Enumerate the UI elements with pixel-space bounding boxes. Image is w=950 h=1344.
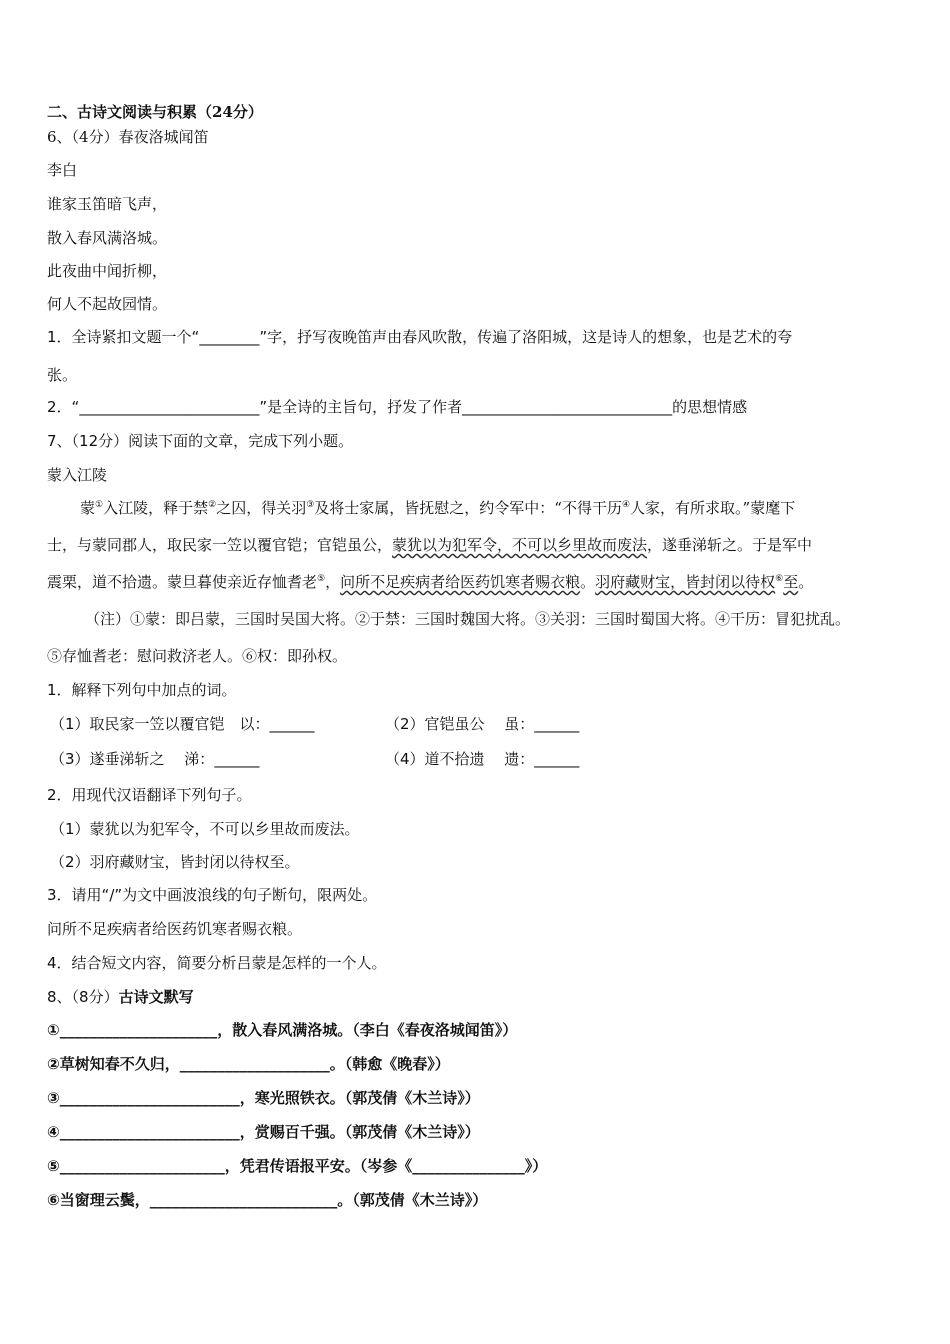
- q6-sub1-cont: 张。: [47, 366, 78, 384]
- passage-line-1: 蒙①入江陵，释于禁②之囚，得关羽③及将士家属，皆抚慰之，约令军中：“不得干历④人家，有所求取。”蒙麾下: [80, 499, 796, 517]
- q7-sub1-item: （2）官铠虽公 虽：______: [385, 715, 580, 733]
- passage-line-3: 震栗，道不拾遗。蒙旦暮使亲近存恤耆老⑤，问所不足疾病者给医药饥寒者赐衣粮。羽府藏财宝，皆封闭以待权⑥至。: [47, 573, 814, 591]
- q7-sub1-item: （4）道不拾遗 遗：______: [385, 750, 580, 768]
- dictation-item: ③________________________，寒光照铁衣。（郭茂倩《木兰诗》）: [47, 1089, 480, 1107]
- q7-sub2-item: （2）羽府藏财宝，皆封闭以待权至。: [50, 853, 300, 871]
- q7-sub4: 4．结合短文内容，简要分析吕蒙是怎样的一个人。: [47, 954, 387, 972]
- dictation-item: ⑥当窗理云鬓，_________________________。（郭茂倩《木兰诗》）: [47, 1191, 488, 1209]
- q6-heading: 6、（4分）春夜洛城闻笛: [47, 128, 209, 146]
- q8-heading: 8、（8分）古诗文默写: [47, 988, 194, 1006]
- poem-line: 谁家玉笛暗飞声，: [47, 195, 168, 213]
- poem-line: 散入春风满洛城。: [47, 229, 168, 247]
- section-title: 二、古诗文阅读与积累（24分）: [47, 103, 263, 121]
- q7-sub2: 2．用现代汉语翻译下列句子。: [47, 786, 252, 804]
- annotation-line-1: （注）①蒙：即吕蒙，三国时吴国大将。②于禁：三国时魏国大将。③关羽：三国时蜀国大将。④干历：冒犯扰乱。: [85, 610, 851, 628]
- dictation-item: ①_____________________，散入春风满洛城。（李白《春夜洛城闻笛》）: [47, 1021, 518, 1039]
- q7-sub2-item: （1）蒙犹以为犯军令，不可以乡里故而废法。: [50, 820, 360, 838]
- q7-sub3: 3．请用“/”为文中画波浪线的句子断句，限两处。: [47, 886, 378, 904]
- wavy-underlined-sentence: 问所不足疾病者给医药饥寒者赐衣粮: [340, 573, 581, 591]
- poem-line: 何人不起故园情。: [47, 295, 168, 313]
- q6-sub1: 1．全诗紧扣文题一个“________”字，抒写夜晚笛声由春风吹散，传遍了洛阳城，这是诗人的想象，也是艺术的夸: [47, 328, 793, 346]
- poem-author: 李白: [47, 161, 78, 179]
- passage-title: 蒙入江陵: [47, 466, 108, 484]
- q7-heading: 7、（12分）阅读下面的文章，完成下列小题。: [47, 432, 354, 450]
- dictation-item: ⑤______________________，凭君传语报平安。（岑参《_______________》）: [47, 1157, 548, 1175]
- q7-sub1-item: （1）取民家一笠以覆官铠 以：______: [50, 715, 315, 733]
- dictation-item: ②草树知春不久归，____________________。（韩愈《晚春》）: [47, 1055, 450, 1073]
- poem-line: 此夜曲中闻折柳，: [47, 262, 168, 280]
- wavy-underlined-sentence: 羽府藏财宝，皆封闭以待权: [595, 573, 776, 591]
- q7-sub1: 1．解释下列句中加点的词。: [47, 681, 237, 699]
- passage-line-2: 士，与蒙同郡人，取民家一笠以覆官铠；官铠虽公，蒙犹以为犯军令，不可以乡里故而废法，遂垂涕斩之。于是军中: [47, 536, 813, 554]
- dictation-item: ④________________________，赏赐百千强。（郭茂倩《木兰诗》）: [47, 1123, 480, 1141]
- annotation-line-2: ⑤存恤耆老：慰问救济老人。⑥权：即孙权。: [47, 647, 348, 665]
- q7-sub3-sentence: 问所不足疾病者给医药饥寒者赐衣粮。: [47, 920, 303, 938]
- wavy-underlined-sentence: 蒙犹以为犯军令，不可以乡里故而废法: [392, 536, 648, 554]
- q7-sub1-item: （3）遂垂涕斩之 涕：______: [50, 750, 260, 768]
- q6-sub2: 2．“________________________”是全诗的主旨句，抒发了作者____________________________的思想情感: [47, 398, 748, 416]
